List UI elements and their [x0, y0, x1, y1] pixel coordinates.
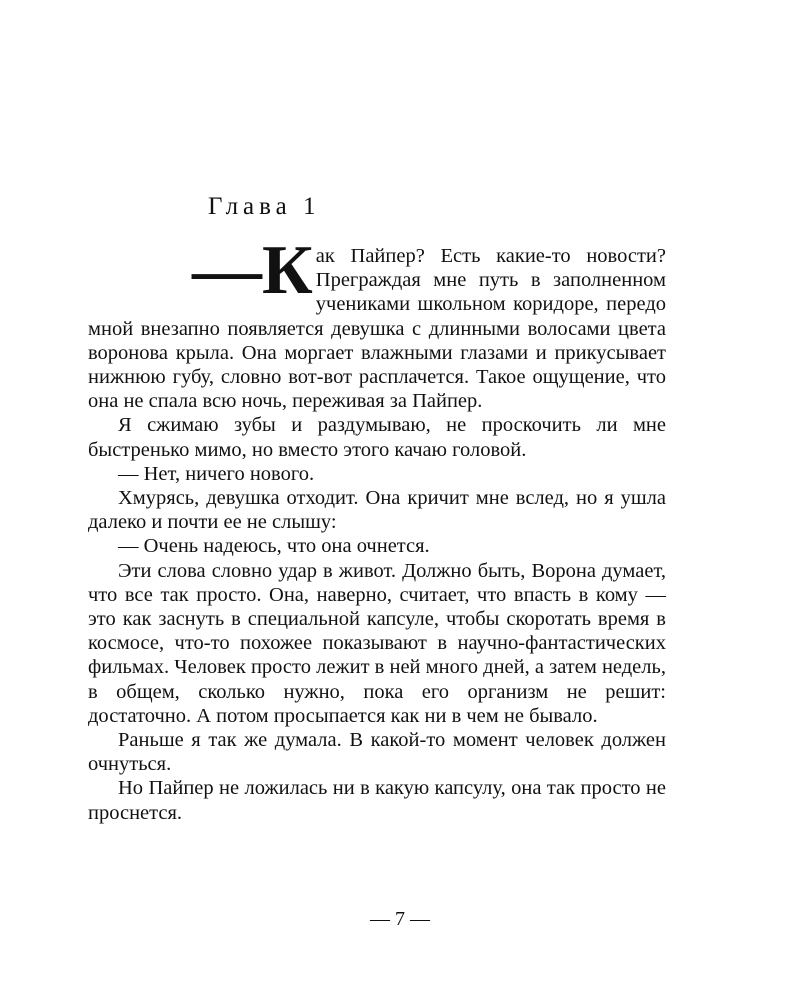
paragraph: — Очень надеюсь, что она очнется. — [118, 535, 430, 558]
paragraph-text: ак Пайпер? Есть какие-то новости? Преграждая мне путь в заполненном учениками школьном коридоре, передо мной внезапно появляется девушка с длинными волосами цвета воронова крыла. Она моргает влажными глазами и прикусывает нижнюю губу, словно вот-вот расплачется. Такое ощущение, что она не спала всю ночь, переживая за Пайпер. — [88, 245, 666, 413]
paragraph: Но Пайпер не ложилась ни в какую капсулу, она так просто не проснется. — [88, 777, 666, 824]
drop-cap: —К — [192, 232, 313, 309]
chapter-heading: Глава 1 — [208, 193, 321, 220]
body-text — [88, 232, 666, 825]
paragraph: Раньше я так же думала. В какой-то момент человек должен очнуться. — [88, 729, 666, 776]
paragraph: Хмурясь, девушка отходит. Она кричит мне вслед, но я ушла далеко и почти ее не слышу: — [88, 487, 666, 534]
page-number: — 7 — — [370, 908, 430, 930]
paragraph: Эти слова словно удар в живот. Должно быть, Ворона думает, что все так просто. Она, наверно, считает, что впасть в кому — это как заснуть в специальной капсуле, чтобы скоротать время в космосе, что-то похожее показывают в научно-фантастических фильмах. Человек просто лежит в ней много дней, а затем недель, в общем, сколько нужно, пока его организм не решит: достаточно. А потом просыпается как ни в чем не бывало. — [88, 559, 666, 727]
paragraph: Я сжимаю зубы и раздумываю, не проскочить ли мне быстренько мимо, но вместо этого качаю головой. — [88, 414, 666, 461]
paragraph: — Нет, ничего нового. — [118, 462, 315, 485]
paragraph — [88, 232, 666, 413]
